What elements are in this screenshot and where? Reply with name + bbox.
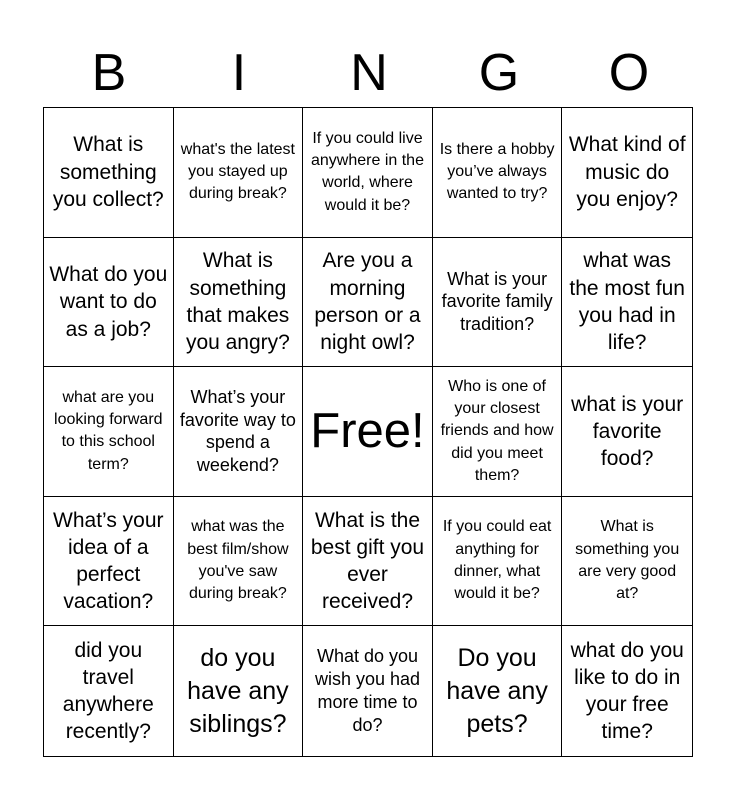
cell-text: what was the most fun you had in life? <box>569 249 685 355</box>
bingo-cell[interactable] <box>44 238 174 368</box>
bingo-cell[interactable] <box>433 367 563 497</box>
cell-text: If you could live anywhere in the world, where would it be? <box>311 129 424 214</box>
bingo-cell[interactable] <box>562 238 692 368</box>
bingo-cell[interactable] <box>174 367 304 497</box>
header-letter-g: G <box>478 44 520 102</box>
bingo-header <box>44 38 694 108</box>
cell-text: Who is one of your closest friends and how did you meet them? <box>440 377 554 485</box>
bingo-cell[interactable] <box>44 367 174 497</box>
bingo-cell[interactable] <box>303 626 433 756</box>
cell-text: What do you wish you had more time to do? <box>314 646 421 736</box>
cell-text: What is your favorite family tradition? <box>441 268 553 335</box>
bingo-board <box>43 107 693 757</box>
cell-text: do you have any siblings? <box>187 643 289 738</box>
cell-text: Are you a morning person or a night owl? <box>314 249 421 355</box>
cell-text: what's the latest you stayed up during break? <box>180 140 295 203</box>
bingo-cell[interactable] <box>562 108 692 238</box>
cell-text: what do you like to do in your free time? <box>570 638 684 744</box>
bingo-cell[interactable] <box>174 108 304 238</box>
cell-text: What’s your idea of a perfect vacation? <box>53 508 164 614</box>
bingo-cell[interactable] <box>174 626 304 756</box>
cell-text: What is something you are very good at? <box>575 518 680 603</box>
bingo-cell[interactable] <box>303 238 433 368</box>
cell-text: Is there a hobby you’ve always wanted to try? <box>439 140 555 203</box>
bingo-cell[interactable] <box>44 626 174 756</box>
bingo-cell[interactable] <box>174 497 304 627</box>
cell-text: what are you looking forward to this school term? <box>54 388 163 473</box>
cell-text: what was the best film/show you've saw during break? <box>187 518 289 603</box>
bingo-cell[interactable] <box>433 626 563 756</box>
cell-text: What do you want to do as a job? <box>49 262 168 341</box>
header-letter-i: I <box>231 44 247 102</box>
free-cell[interactable] <box>303 367 433 497</box>
cell-text: what is your favorite food? <box>571 392 684 471</box>
bingo-cell[interactable] <box>433 497 563 627</box>
bingo-cell[interactable] <box>562 626 692 756</box>
bingo-cell[interactable] <box>562 497 692 627</box>
cell-text: Do you have any pets? <box>446 643 548 738</box>
header-letter-n: N <box>350 44 388 102</box>
cell-text: did you travel anywhere recently? <box>62 638 154 744</box>
header-letter-o: O <box>608 44 650 102</box>
free-cell-text: Free! <box>310 403 425 458</box>
header-letter-b: B <box>91 44 127 102</box>
bingo-cell[interactable] <box>174 238 304 368</box>
cell-text: What’s your favorite way to spend a weekend? <box>179 386 296 476</box>
cell-text: What is something you collect? <box>52 133 164 211</box>
bingo-cell[interactable] <box>433 108 563 238</box>
bingo-cell[interactable] <box>44 108 174 238</box>
cell-text: If you could eat anything for dinner, what would it be? <box>442 518 552 603</box>
bingo-cell[interactable] <box>303 497 433 627</box>
cell-text: What is something that makes you angry? <box>185 249 290 355</box>
bingo-cell[interactable] <box>44 497 174 627</box>
bingo-cell[interactable] <box>562 367 692 497</box>
cell-text: What kind of music do you enjoy? <box>568 133 686 211</box>
bingo-cell[interactable] <box>303 108 433 238</box>
bingo-cell[interactable] <box>433 238 563 368</box>
cell-text: What is the best gift you ever received? <box>310 508 425 614</box>
